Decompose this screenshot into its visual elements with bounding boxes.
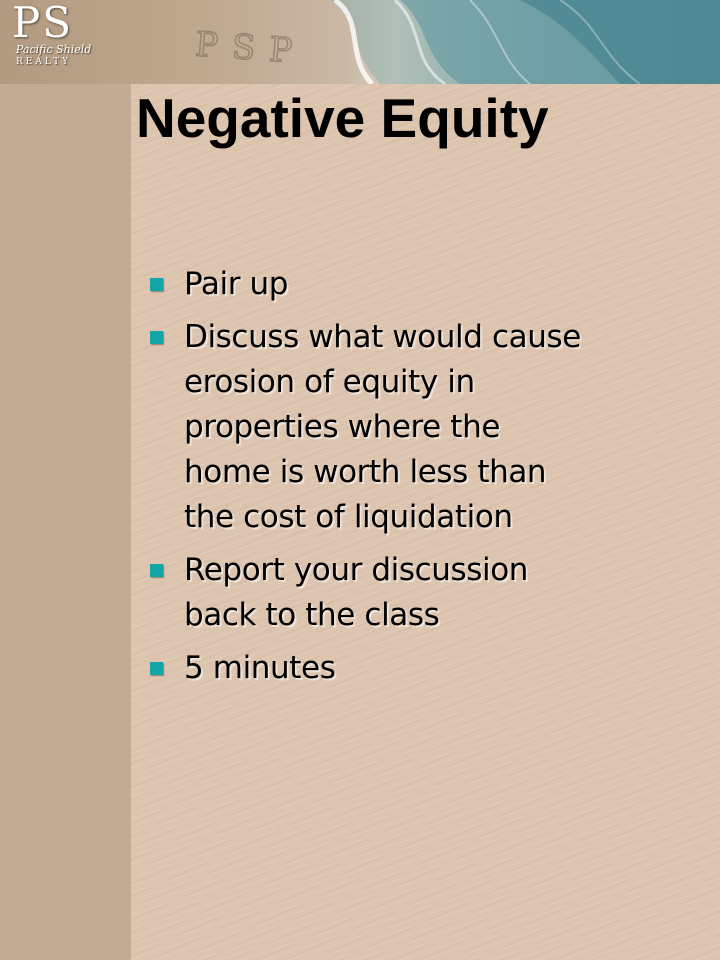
- bullet-item: [150, 548, 590, 638]
- square-bullet-icon: [150, 564, 163, 577]
- square-bullet-icon: [150, 662, 163, 675]
- bullet-item: [150, 315, 590, 540]
- header-banner: [0, 0, 720, 84]
- bullet-text: Report your discussion back to the class: [184, 552, 529, 633]
- square-bullet-icon: [150, 278, 163, 291]
- bullet-item: [150, 262, 590, 307]
- bullet-list: [150, 262, 590, 699]
- logo-initials: PS: [12, 0, 74, 47]
- sand-writing: PSP: [193, 24, 308, 73]
- square-bullet-icon: [150, 331, 163, 344]
- logo-realty: REALTY: [16, 57, 72, 67]
- logo-company-name: Pacific Shield: [16, 43, 92, 56]
- bullet-text: Discuss what would cause erosion of equity in properties where the home is worth less than the cost of liquidation: [184, 319, 581, 535]
- bullet-item: [150, 646, 590, 691]
- beach-banner-image: [0, 0, 720, 84]
- bullet-text: 5 minutes: [184, 650, 336, 686]
- slide-title: Negative Equity: [136, 87, 549, 149]
- bullet-text: Pair up: [184, 266, 289, 302]
- left-sidebar-strip: [0, 84, 131, 960]
